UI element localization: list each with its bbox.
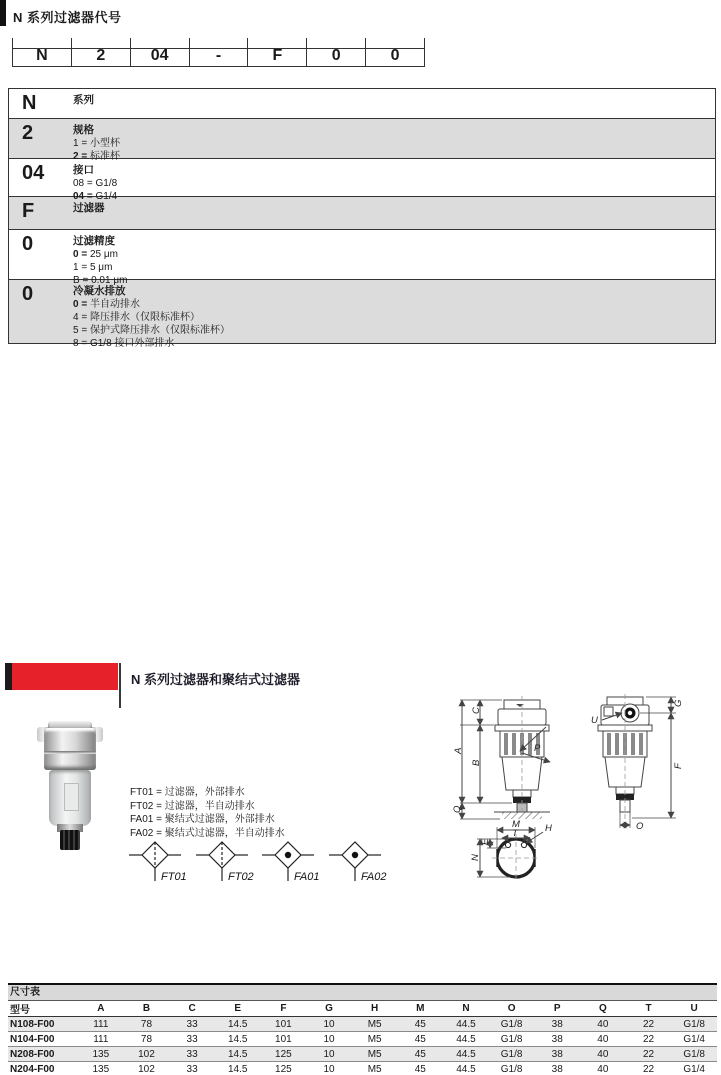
code-row-filter [9,196,715,229]
col-P: P [534,1001,580,1017]
col-C: C [169,1001,215,1017]
title-accent-bar [0,0,6,26]
dim-label-P: P [534,743,541,754]
dim-label-Q: Q [452,805,463,813]
order-code-cell: 2 [71,38,130,67]
col-T: T [626,1001,672,1017]
dimension-table-header [8,1001,717,1017]
order-code-cell: 0 [365,38,424,67]
col-Q: Q [580,1001,626,1017]
code-option: 04 = G1/4 [73,191,118,202]
dim-label-F: F [673,763,684,769]
code-option: 5 = 保护式降压排水（仅限标准杯） [73,325,230,336]
symbol-label-ft01: FT01 [161,871,187,883]
code-row-label: 系列 [73,94,94,106]
dim-label-A: A [453,747,464,754]
dimension-drawings [450,682,720,887]
code-row-label: 规格 [73,124,94,136]
photo-head [44,728,96,770]
table-row: N104-F00 111 78 33 14.5 101 10 M5 45 44.5 G1/8 38 40 22 G1/4 [8,1032,717,1047]
order-code-cell: 0 [306,38,365,67]
top-view [477,827,543,882]
photo-drain [60,830,80,850]
pneumatic-symbols [128,841,463,885]
col-H: H [352,1001,398,1017]
dimension-table [8,983,717,1075]
order-code-cell: F [247,38,306,67]
side-view [598,694,676,828]
legend-line: FT01 = 过滤器，外部排水 [130,787,245,798]
code-row-size [9,118,715,162]
product-photo [40,721,100,831]
code-row-label: 冷凝水排放 [73,285,126,297]
code-option: 2 = 标准杯 [73,151,120,162]
code-explanation-table [8,88,716,349]
col-E: E [215,1001,261,1017]
col-B: B [124,1001,170,1017]
code-option: 1 = 5 μm [73,262,113,273]
symbol-label-ft02: FT02 [228,871,254,883]
code-value: 0 [22,283,34,305]
dim-label-B: B [471,759,482,766]
order-code-cell: N [12,38,71,67]
col-O: O [489,1001,535,1017]
dim-label-T: T [512,828,518,839]
code-row-port [9,158,715,202]
code-option: 0 = 半自动排水 [73,299,140,310]
dim-label-N: N [470,854,481,861]
col-N: N [443,1001,489,1017]
symbol-label-fa02: FA02 [361,871,387,883]
dimension-table-title: 尺寸表 [8,985,717,1001]
variant-legend [130,786,285,840]
symbol-label-fa01: FA01 [294,871,320,883]
code-option: 4 = 降压排水（仅限标准杯） [73,312,200,323]
legend-line: FA02 = 聚结式过滤器，半自动排水 [130,827,285,839]
code-value: N [22,92,37,114]
dim-label-U: U [591,715,598,726]
dim-label-C: C [471,707,482,714]
code-row-label: 接口 [73,164,94,176]
code-row-drain [9,279,715,349]
order-code-cell: 04 [130,38,189,67]
dim-label-H: H [545,823,552,834]
code-value: 2 [22,122,34,144]
col-G: G [306,1001,352,1017]
legend-line: FT02 = 过滤器，半自动排水 [130,800,255,812]
photo-groove [44,751,96,754]
code-row-label: 过滤器 [73,202,105,214]
dim-label-E: E [480,838,491,845]
section-title: N 系列过滤器和聚结式过滤器 [131,672,301,687]
order-code-cell: - [189,38,248,67]
code-row-precision [9,229,715,286]
section-accent-red-bar [12,663,118,690]
page-title: N 系列过滤器代号 [13,10,122,25]
dim-label-O: O [636,821,644,832]
legend-line: FA01 = 聚结式过滤器，外部排水 [130,814,275,826]
table-row: N204-F00 135 102 33 14.5 125 10 M5 45 44.5 G1/8 38 40 22 G1/4 [8,1062,717,1075]
code-option: 0 = 25 μm [73,249,118,260]
table-row: N208-F00 135 102 33 14.5 125 10 M5 45 44.5 G1/8 38 40 22 G1/8 [8,1047,717,1062]
col-A: A [78,1001,124,1017]
col-F: F [261,1001,307,1017]
code-value: F [22,200,35,222]
code-option: B = 0.01 μm [73,275,128,286]
section-divider-line [119,663,121,708]
section-accent-black [5,663,12,690]
code-value: 04 [22,162,45,184]
photo-sight-glass [64,783,79,811]
code-value: 0 [22,233,34,255]
code-option: 1 = 小型杯 [73,138,120,149]
col-model: 型号 [8,1001,78,1017]
dim-label-M: M [512,819,520,830]
code-option: 8 = G1/8 接口外部排水 [73,338,175,349]
order-code [12,38,425,67]
dim-label-G: G [673,699,684,707]
col-U: U [671,1001,717,1017]
code-option: 08 = G1/8 [73,178,118,189]
col-M: M [397,1001,443,1017]
code-row-label: 过滤精度 [73,235,115,247]
code-row-series [9,89,715,118]
table-row: N108-F00 111 78 33 14.5 101 10 M5 45 44.5 G1/8 38 40 22 G1/8 [8,1017,717,1032]
